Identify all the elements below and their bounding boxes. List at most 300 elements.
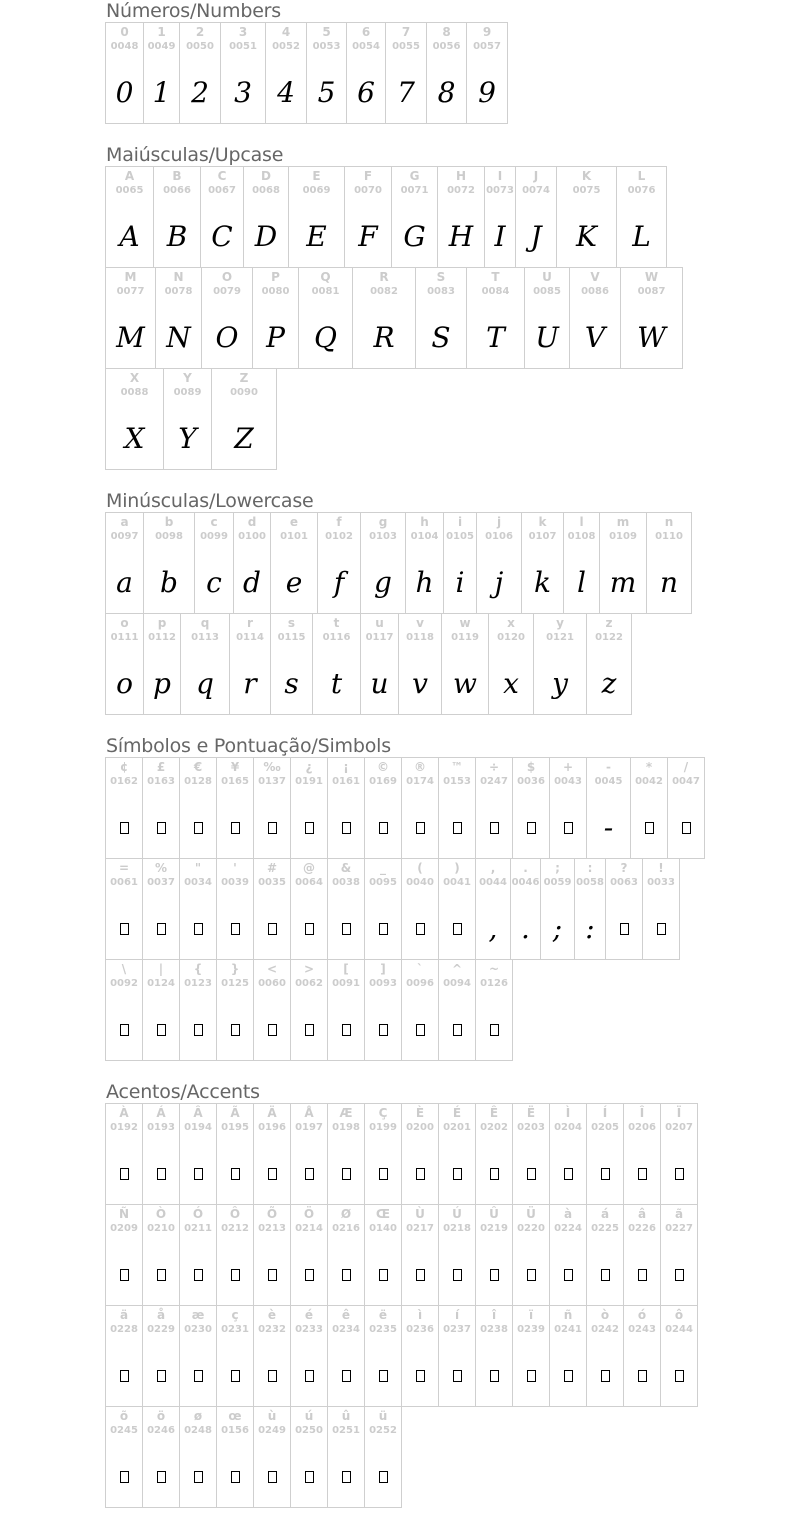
missing-glyph-icon — [180, 1459, 216, 1495]
character-code: 0216 — [332, 1223, 360, 1234]
character-label: s — [287, 616, 296, 630]
section-title: Maiúsculas/Upcase — [106, 144, 284, 166]
character-code: 0207 — [665, 1122, 693, 1133]
glyph-row — [105, 1406, 697, 1507]
glyph-cell — [194, 512, 234, 614]
character-label: $ — [526, 760, 536, 774]
character-code: 0169 — [369, 776, 397, 787]
character-code: 0192 — [110, 1122, 138, 1133]
glyph-preview: H — [448, 220, 474, 253]
glyph-preview: 4 — [277, 76, 295, 109]
character-label: É — [452, 1106, 462, 1120]
character-label: Ü — [526, 1207, 536, 1221]
character-label: Ä — [267, 1106, 277, 1120]
missing-glyph-icon — [254, 1358, 290, 1394]
missing-glyph-icon — [513, 1156, 549, 1192]
character-label: [ — [343, 962, 349, 976]
character-code: 0055 — [392, 41, 420, 52]
glyph-row — [105, 613, 691, 714]
missing-glyph-icon — [587, 1257, 623, 1293]
character-code: 0124 — [147, 978, 175, 989]
character-code: 0120 — [497, 632, 525, 643]
glyph-cell — [549, 1103, 587, 1205]
character-code: 0086 — [581, 286, 609, 297]
glyph-cell — [401, 1103, 439, 1205]
character-code: 0105 — [446, 531, 474, 542]
character-label: ; — [555, 861, 560, 875]
glyph-preview: . — [521, 912, 530, 945]
character-label: > — [303, 962, 315, 976]
glyph-preview: A — [119, 220, 140, 253]
character-label: & — [340, 861, 352, 875]
glyph-cell — [398, 613, 442, 715]
character-label: û — [341, 1409, 351, 1423]
character-code: 0104 — [410, 531, 439, 542]
glyph-preview: o — [116, 667, 133, 700]
character-label: ? — [620, 861, 628, 875]
character-label: z — [605, 616, 613, 630]
glyph-cell — [549, 757, 587, 859]
glyph-cell — [142, 1103, 180, 1205]
glyph-preview: , — [488, 912, 498, 945]
character-label: a — [120, 515, 129, 529]
character-code: 0049 — [147, 41, 176, 52]
character-label: ~ — [488, 962, 500, 976]
missing-glyph-icon — [180, 1257, 216, 1293]
glyph-cell — [475, 858, 511, 960]
character-code: 0056 — [432, 41, 461, 52]
missing-glyph-icon — [550, 1156, 586, 1192]
character-label: \ — [121, 962, 127, 976]
glyph-cell — [524, 267, 570, 369]
glyph-cell — [391, 166, 438, 268]
glyph-cell — [142, 1204, 180, 1306]
glyph-cell — [265, 22, 307, 124]
glyph-cell — [229, 613, 271, 715]
glyph-preview: I — [494, 220, 506, 253]
glyph-cell — [216, 757, 254, 859]
glyph-cell — [438, 1103, 476, 1205]
glyph-cell — [253, 1406, 291, 1508]
character-code: 0058 — [576, 877, 604, 888]
missing-glyph-icon — [402, 911, 438, 947]
character-label: h — [420, 515, 429, 529]
glyph-cell — [512, 1305, 550, 1407]
character-code: 0123 — [184, 978, 212, 989]
character-code: 0042 — [635, 776, 663, 787]
character-label: D — [261, 169, 271, 183]
glyph-cell — [179, 1406, 217, 1508]
missing-glyph-icon — [180, 1358, 216, 1394]
character-label: õ — [119, 1409, 129, 1423]
missing-glyph-icon — [291, 1257, 327, 1293]
glyph-cell — [512, 1103, 550, 1205]
character-code: 0084 — [481, 286, 510, 297]
character-label: % — [154, 861, 168, 875]
character-code: 0108 — [567, 531, 596, 542]
character-code: 0212 — [221, 1223, 249, 1234]
glyph-cell — [105, 858, 143, 960]
character-label: Ñ — [118, 1207, 130, 1221]
character-label: ò — [600, 1308, 610, 1322]
glyph-cell — [105, 1305, 143, 1407]
character-label: ù — [267, 1409, 277, 1423]
character-label: i — [457, 515, 463, 529]
character-label: ' — [233, 861, 237, 875]
glyph-preview: X — [124, 422, 145, 455]
character-label: d — [247, 515, 257, 529]
character-code: 0034 — [184, 877, 212, 888]
character-label: 2 — [195, 25, 205, 39]
character-code: 0174 — [406, 776, 434, 787]
glyph-cell — [476, 512, 522, 614]
glyph-cell — [515, 166, 557, 268]
character-code: 0197 — [295, 1122, 323, 1133]
character-code: 0233 — [295, 1324, 323, 1335]
glyph-cell — [556, 166, 617, 268]
glyph-cell — [475, 757, 513, 859]
character-code: 0125 — [221, 978, 249, 989]
glyph-preview: 1 — [152, 76, 171, 109]
character-code: 0114 — [236, 632, 264, 643]
glyph-preview: i — [455, 566, 465, 599]
missing-glyph-icon — [291, 810, 327, 846]
character-code: 0117 — [365, 632, 394, 643]
character-code: 0101 — [280, 531, 308, 542]
missing-glyph-icon — [661, 1156, 697, 1192]
glyph-cell — [105, 1406, 143, 1508]
character-label: á — [600, 1207, 610, 1221]
character-label: é — [304, 1308, 314, 1322]
glyph-cell — [179, 858, 217, 960]
missing-glyph-icon — [254, 1459, 290, 1495]
character-label: x — [507, 616, 515, 630]
missing-glyph-icon — [439, 810, 475, 846]
glyph-cell — [540, 858, 575, 960]
glyph-cell — [327, 1406, 365, 1508]
character-code: 0250 — [295, 1425, 323, 1436]
character-code: 0039 — [221, 877, 249, 888]
missing-glyph-icon — [365, 1156, 401, 1192]
character-code: 0220 — [517, 1223, 545, 1234]
glyph-cell — [216, 858, 254, 960]
character-label: ] — [380, 962, 386, 976]
glyph-cell — [105, 267, 156, 369]
glyph-cell — [270, 613, 313, 715]
character-code: 0043 — [554, 776, 582, 787]
character-label: Æ — [339, 1106, 353, 1120]
character-label: G — [409, 169, 420, 183]
glyph-preview: r — [243, 667, 257, 700]
glyph-preview: d — [243, 566, 261, 599]
character-code: 0037 — [147, 877, 175, 888]
glyph-cell — [327, 1305, 365, 1407]
missing-glyph-icon — [143, 911, 179, 947]
character-code: 0162 — [110, 776, 138, 787]
missing-glyph-icon — [254, 1156, 290, 1192]
missing-glyph-icon — [624, 1156, 660, 1192]
character-code: 0128 — [184, 776, 212, 787]
glyph-cell — [200, 166, 244, 268]
character-code: 0054 — [352, 41, 380, 52]
glyph-row — [105, 368, 682, 469]
character-code: 0103 — [369, 531, 397, 542]
character-code: 0122 — [595, 632, 623, 643]
missing-glyph-icon — [365, 1459, 401, 1495]
character-code: 0205 — [591, 1122, 619, 1133]
missing-glyph-icon — [365, 911, 401, 947]
character-code: 0246 — [147, 1425, 175, 1436]
glyph-grid — [105, 512, 691, 714]
glyph-preview: z — [601, 667, 617, 700]
character-label: ¢ — [119, 760, 129, 774]
character-code: 0165 — [221, 776, 249, 787]
character-code: 0061 — [110, 877, 138, 888]
character-label: è — [267, 1308, 277, 1322]
missing-glyph-icon — [328, 1257, 364, 1293]
character-label: 1 — [157, 25, 166, 39]
glyph-preview: f — [333, 566, 345, 599]
glyph-preview: ; — [552, 912, 563, 945]
character-code: 0118 — [406, 632, 434, 643]
glyph-cell — [466, 22, 508, 124]
character-code: 0089 — [173, 387, 202, 398]
character-label: F — [363, 169, 373, 183]
glyph-cell — [298, 267, 353, 369]
character-label: < — [266, 962, 278, 976]
missing-glyph-icon — [217, 911, 253, 947]
glyph-cell — [105, 1103, 143, 1205]
glyph-preview: 9 — [478, 76, 496, 109]
character-label: å — [156, 1308, 166, 1322]
glyph-row — [105, 1103, 697, 1204]
character-label: 9 — [482, 25, 492, 39]
character-code: 0057 — [473, 41, 501, 52]
missing-glyph-icon — [402, 1358, 438, 1394]
character-label: Å — [304, 1106, 314, 1120]
character-label: L — [637, 169, 646, 183]
character-label: = — [118, 861, 130, 875]
missing-glyph-icon — [254, 1257, 290, 1293]
character-label: Ã — [230, 1106, 240, 1120]
glyph-cell — [660, 1305, 698, 1407]
missing-glyph-icon — [643, 911, 679, 947]
character-code: 0038 — [332, 877, 360, 888]
character-code: 0106 — [485, 531, 513, 542]
glyph-cell — [488, 613, 534, 715]
missing-glyph-icon — [439, 911, 475, 947]
glyph-cell — [510, 858, 541, 960]
section-simbols — [105, 735, 704, 1060]
character-label: Ê — [489, 1106, 499, 1120]
glyph-cell — [216, 1103, 254, 1205]
glyph-cell — [401, 1305, 439, 1407]
character-label: S — [436, 270, 446, 284]
glyph-cell — [441, 613, 489, 715]
character-label: Ú — [452, 1207, 462, 1221]
missing-glyph-icon — [328, 1156, 364, 1192]
character-label: ê — [341, 1308, 351, 1322]
glyph-preview: 0 — [115, 76, 134, 109]
character-code: 0217 — [406, 1223, 434, 1234]
character-code: 0242 — [591, 1324, 619, 1335]
glyph-grid — [105, 1103, 697, 1507]
glyph-cell — [574, 858, 606, 960]
section-accents — [105, 1081, 697, 1507]
glyph-cell — [484, 166, 516, 268]
glyph-cell — [105, 166, 154, 268]
character-code: 0075 — [572, 185, 601, 196]
character-code: 0082 — [370, 286, 398, 297]
glyph-row — [105, 166, 682, 267]
glyph-cell — [586, 1103, 624, 1205]
character-code: 0096 — [406, 978, 434, 989]
character-code: 0194 — [184, 1122, 212, 1133]
glyph-cell — [220, 22, 266, 124]
character-label: ü — [378, 1409, 388, 1423]
glyph-cell — [346, 22, 386, 124]
character-code: 0067 — [208, 185, 236, 196]
glyph-preview: t — [330, 667, 343, 700]
missing-glyph-icon — [661, 1257, 697, 1293]
glyph-cell — [180, 613, 230, 715]
glyph-cell — [360, 512, 406, 614]
glyph-row — [105, 858, 704, 959]
character-label: J — [533, 169, 539, 183]
character-code: 0235 — [369, 1324, 397, 1335]
character-label: Ë — [526, 1106, 536, 1120]
missing-glyph-icon — [217, 1358, 253, 1394]
glyph-preview: Q — [314, 321, 337, 354]
character-label: R — [379, 270, 389, 284]
missing-glyph-icon — [631, 810, 667, 846]
glyph-preview: M — [116, 321, 145, 354]
character-code: 0229 — [147, 1324, 175, 1335]
character-code: 0230 — [184, 1324, 212, 1335]
character-label: Î — [639, 1106, 645, 1120]
character-code: 0099 — [200, 531, 228, 542]
glyph-cell — [401, 757, 439, 859]
character-label: î — [491, 1308, 497, 1322]
glyph-cell — [155, 267, 202, 369]
missing-glyph-icon — [587, 1156, 623, 1192]
character-code: 0126 — [480, 978, 508, 989]
character-label: T — [491, 270, 500, 284]
glyph-cell — [586, 1305, 624, 1407]
character-label: à — [563, 1207, 573, 1221]
missing-glyph-icon — [291, 1012, 327, 1048]
character-code: 0156 — [221, 1425, 249, 1436]
character-label: N — [173, 270, 184, 284]
character-label: ì — [417, 1308, 423, 1322]
missing-glyph-icon — [106, 911, 142, 947]
character-code: 0119 — [451, 632, 479, 643]
glyph-preview: l — [577, 566, 586, 599]
glyph-cell — [290, 1406, 328, 1508]
glyph-cell — [512, 1204, 550, 1306]
glyph-cell — [438, 959, 476, 1061]
missing-glyph-icon — [365, 1358, 401, 1394]
glyph-cell — [179, 1305, 217, 1407]
character-code: 0047 — [672, 776, 700, 787]
glyph-preview: L — [632, 220, 651, 253]
character-code: 0063 — [610, 877, 638, 888]
character-label: Á — [156, 1106, 166, 1120]
character-label: w — [459, 616, 471, 630]
character-label: œ — [228, 1409, 242, 1423]
character-code: 0218 — [443, 1223, 471, 1234]
character-label: + — [562, 760, 574, 774]
glyph-preview: N — [166, 321, 191, 354]
character-label: ø — [193, 1409, 203, 1423]
missing-glyph-icon — [439, 1257, 475, 1293]
character-label: Ô — [229, 1207, 241, 1221]
glyph-cell — [360, 613, 399, 715]
glyph-row — [105, 267, 682, 368]
character-label: ã — [674, 1207, 684, 1221]
character-code: 0072 — [447, 185, 475, 196]
glyph-cell — [646, 512, 692, 614]
glyph-preview: T — [486, 321, 505, 354]
glyph-cell — [142, 757, 180, 859]
character-code: 0044 — [479, 877, 507, 888]
glyph-cell — [163, 368, 212, 470]
glyph-cell — [179, 757, 217, 859]
character-code: 0247 — [480, 776, 508, 787]
missing-glyph-icon — [476, 1257, 512, 1293]
character-code: 0051 — [229, 41, 257, 52]
missing-glyph-icon — [476, 1156, 512, 1192]
glyph-grid — [105, 757, 704, 1060]
glyph-preview: x — [503, 667, 519, 700]
character-code: 0231 — [221, 1324, 249, 1335]
missing-glyph-icon — [661, 1358, 697, 1394]
glyph-cell — [475, 1204, 513, 1306]
missing-glyph-icon — [217, 1012, 253, 1048]
glyph-cell — [344, 166, 392, 268]
character-label: ¥ — [230, 760, 240, 774]
character-code: 0048 — [110, 41, 139, 52]
character-label: Õ — [266, 1207, 278, 1221]
character-label: } — [230, 962, 240, 976]
character-code: 0239 — [517, 1324, 545, 1335]
missing-glyph-icon — [180, 1012, 216, 1048]
character-label: l — [579, 515, 584, 529]
glyph-cell — [327, 858, 365, 960]
glyph-cell — [630, 757, 668, 859]
character-code: 0116 — [322, 632, 351, 643]
character-code: 0211 — [184, 1223, 212, 1234]
character-label: ú — [304, 1409, 314, 1423]
character-code: 0206 — [628, 1122, 656, 1133]
section-numbers — [105, 0, 507, 123]
missing-glyph-icon — [550, 810, 586, 846]
character-code: 0052 — [272, 41, 300, 52]
character-label: Y — [183, 371, 192, 385]
missing-glyph-icon — [106, 1459, 142, 1495]
glyph-cell — [153, 166, 201, 268]
glyph-cell — [549, 1305, 587, 1407]
glyph-preview: O — [215, 321, 239, 354]
character-label: Ï — [676, 1106, 682, 1120]
character-label: ö — [156, 1409, 166, 1423]
missing-glyph-icon — [328, 1012, 364, 1048]
character-code: 0107 — [528, 531, 557, 542]
glyph-cell — [521, 512, 564, 614]
missing-glyph-icon — [217, 1459, 253, 1495]
glyph-cell — [312, 613, 361, 715]
glyph-cell — [105, 368, 164, 470]
